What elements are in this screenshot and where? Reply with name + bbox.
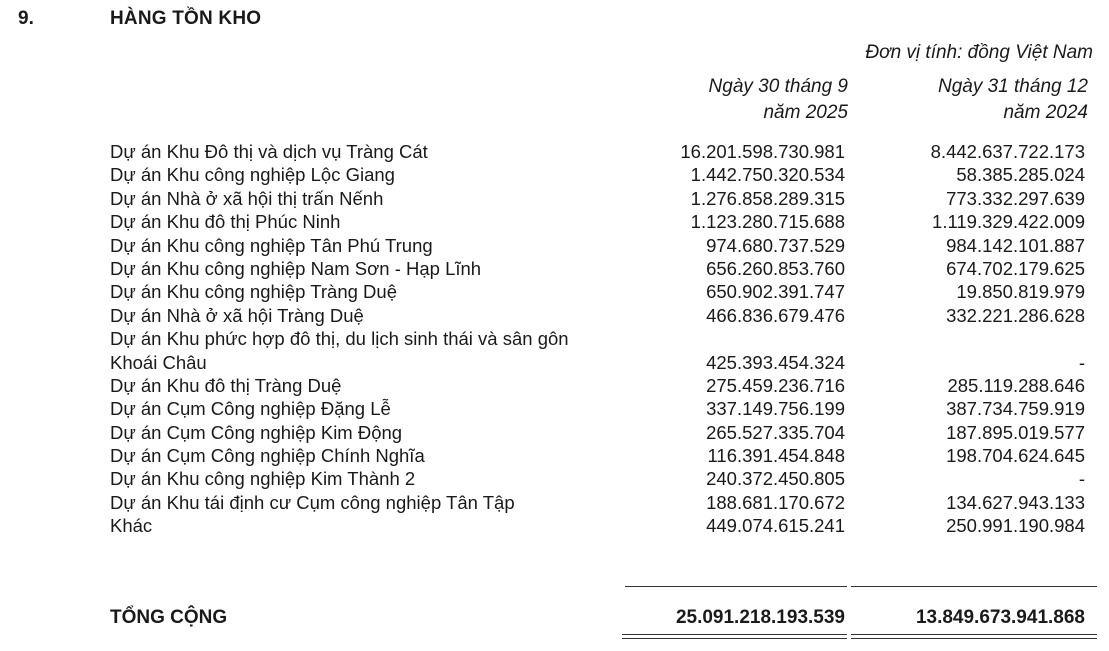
table-row — [110, 140, 1095, 163]
value-2024: - — [1078, 468, 1085, 490]
value-2024: 187.895.019.577 — [946, 421, 1085, 443]
value-2025: 1.276.858.289.315 — [690, 187, 845, 209]
value-2024: 58.385.285.024 — [956, 164, 1085, 186]
row-label: Dự án Khu công nghiệp Kim Thành 2 — [110, 468, 416, 490]
value-2024: 674.702.179.625 — [946, 257, 1085, 279]
value-2025: 656.260.853.760 — [706, 257, 845, 279]
table-row — [110, 421, 1095, 444]
table-row — [110, 163, 1095, 186]
value-2024: 198.704.624.645 — [946, 445, 1085, 467]
row-label: Dự án Nhà ở xã hội thị trấn Nếnh — [110, 187, 384, 209]
value-2024: 285.119.288.646 — [947, 374, 1085, 396]
value-2024: 387.734.759.919 — [946, 398, 1085, 420]
table-row — [110, 514, 1095, 537]
value-2025: 16.201.598.730.981 — [680, 140, 845, 162]
total-label: TỔNG CỘNG — [110, 607, 228, 628]
row-label: Dự án Cụm Công nghiệp Chính Nghĩa — [110, 445, 425, 467]
column-header-2025-line2: năm 2025 — [763, 102, 848, 123]
row-label: Dự án Khu công nghiệp Tân Phú Trung — [110, 234, 433, 256]
row-label: Dự án Cụm Công nghiệp Đặng Lễ — [110, 398, 391, 420]
row-label: Dự án Khu công nghiệp Nam Sơn - Hạp Lĩnh — [110, 257, 482, 279]
row-label: Dự án Khu đô thị Tràng Duệ — [110, 374, 342, 396]
table-row — [110, 234, 1095, 257]
column-header-2025-line1: Ngày 30 tháng 9 — [708, 76, 848, 97]
value-2024: 134.627.943.133 — [946, 491, 1085, 513]
subtotal-rule-2024 — [851, 586, 1097, 587]
row-label: Dự án Khu Đô thị và dịch vụ Tràng Cát — [110, 141, 428, 162]
row-label: Dự án Cụm Công nghiệp Kim Động — [110, 421, 403, 443]
table-row — [110, 280, 1095, 303]
value-2025: 650.902.391.747 — [706, 281, 845, 303]
row-label: Khác — [110, 515, 153, 537]
table-row — [110, 304, 1095, 327]
value-2024: 1.119.329.422.009 — [932, 211, 1085, 233]
value-2024: - — [1078, 351, 1085, 373]
section-number: 9. — [18, 8, 34, 29]
value-2024: 984.142.101.887 — [946, 234, 1085, 256]
value-2025: 116.391.454.848 — [707, 445, 845, 467]
value-2024: 8.442.637.722.173 — [930, 140, 1085, 162]
value-2025: 466.836.679.476 — [706, 304, 845, 326]
value-2025: 449.074.615.241 — [706, 515, 845, 537]
subtotal-rule-2025 — [625, 586, 847, 587]
row-label: Dự án Khu đô thị Phúc Ninh — [110, 211, 341, 233]
column-header-2025 — [709, 74, 848, 126]
total-row — [110, 605, 1095, 631]
table-row — [110, 444, 1095, 467]
table-row — [110, 187, 1095, 210]
table-row — [110, 327, 1095, 374]
row-label: Dự án Khu công nghiệp Lộc Giang — [110, 164, 395, 186]
table-row — [110, 210, 1095, 233]
total-double-rule-2024 — [851, 634, 1097, 639]
row-label: Dự án Khu tái định cư Cụm công nghiệp Tân Tập — [110, 491, 515, 513]
value-2024: 19.850.819.979 — [956, 281, 1085, 303]
table-row — [110, 491, 1095, 514]
inventory-table — [110, 140, 1095, 538]
value-2025: 974.680.737.529 — [706, 234, 845, 256]
total-double-rule-2025 — [622, 634, 847, 639]
value-2025: 337.149.756.199 — [706, 398, 845, 420]
value-2024: 250.991.190.984 — [946, 515, 1085, 537]
value-2025: 1.442.750.320.534 — [690, 164, 845, 186]
value-2024: 773.332.297.639 — [946, 187, 1085, 209]
value-2024: 332.221.286.628 — [946, 304, 1085, 326]
total-2025: 25.091.218.193.539 — [675, 607, 845, 628]
value-2025: 188.681.170.672 — [706, 491, 845, 513]
row-label: Dự án Khu công nghiệp Tràng Duệ — [110, 281, 397, 303]
value-2025: 240.372.450.805 — [706, 468, 845, 490]
row-label: Dự án Nhà ở xã hội Tràng Duệ — [110, 304, 364, 326]
table-row — [110, 374, 1095, 397]
value-2025: 265.527.335.704 — [706, 421, 845, 443]
column-header-2024-line2: năm 2024 — [1003, 102, 1088, 123]
section-title: HÀNG TỒN KHO — [110, 8, 262, 29]
row-label: Dự án Khu phức hợp đô thị, du lịch sinh thái và sân gôn Khoái Châu — [110, 328, 569, 373]
column-header-2024 — [938, 74, 1088, 126]
table-row — [110, 397, 1095, 420]
value-2025: 275.459.236.716 — [706, 374, 845, 396]
unit-note: Đơn vị tính: đồng Việt Nam — [865, 42, 1093, 63]
column-header-2024-line1: Ngày 31 tháng 12 — [937, 76, 1088, 97]
total-2024: 13.849.673.941.868 — [915, 607, 1085, 628]
table-row — [110, 257, 1095, 280]
table-row — [110, 467, 1095, 490]
value-2025: 1.123.280.715.688 — [690, 211, 845, 233]
value-2025: 425.393.454.324 — [706, 351, 845, 373]
